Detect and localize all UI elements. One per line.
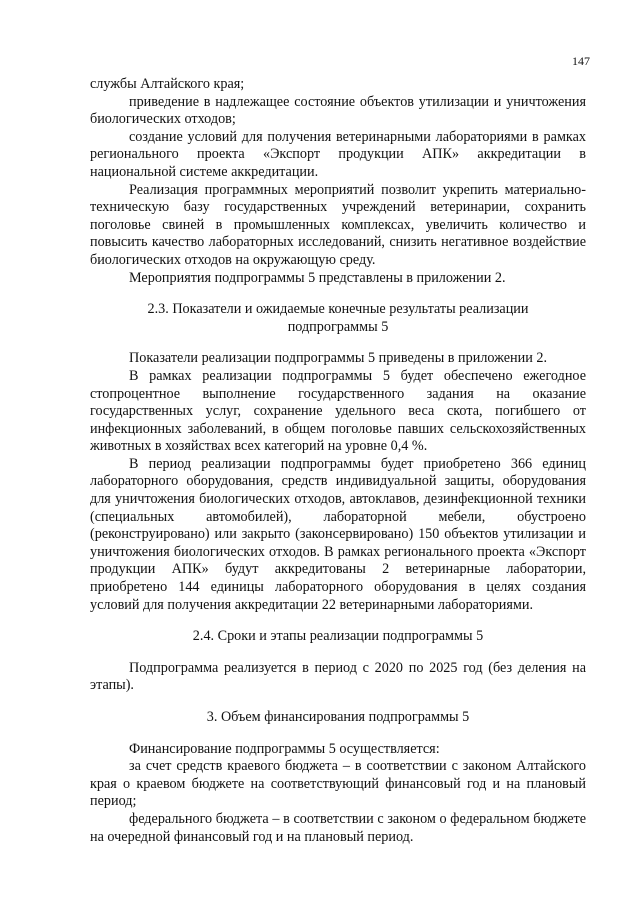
paragraph: В период реализации подпрограммы будет приобретено 366 единиц лабораторного оборудования, средств индивидуальной защиты, оборудования для уничтожения биологических отходов, автоклавов, дезинфекционной техники (специальных автомобилей), лабораторной мебели, обустроено (реконструировано) или закрыто (законсервировано) 150 объектов утилизации и уничтожения биологических отходов. В рамках регионального проекта «Экспорт продукции АПК» будут аккредитованы 2 ветеринарные лаборатории, приобретено 144 единицы лабораторного оборудования в целях создания условий для получения аккредитации 22 ветеринарными лабораториями.	[90, 455, 586, 613]
section-heading: 2.3. Показатели и ожидаемые конечные результаты реализации подпрограммы 5	[147, 301, 529, 335]
document-body	[90, 76, 586, 846]
paragraph: за счет средств краевого бюджета – в соответствии с законом Алтайского края о краевом бюджете на соответствующий финансовый год и на плановый период;	[90, 758, 586, 810]
paragraph: Показатели реализации подпрограммы 5 приведены в приложении 2.	[129, 350, 548, 367]
paragraph: службы Алтайского края;	[90, 76, 245, 92]
paragraph: Финансирование подпрограммы 5 осуществляется:	[129, 740, 440, 757]
paragraph: В рамках реализации подпрограммы 5 будет обеспечено ежегодное стопроцентное выполнение государственного задания на оказание государственных услуг, сохранение удельного веса скота, погибшего от инфекционных заболеваний, в общем поголовье павших сельскохозяйственных животных в хозяйствах всех категорий на уровне 0,4 %.	[90, 367, 586, 455]
paragraph: Реализация программных мероприятий позволит укрепить материально-техническую базу государственных учреждений ветеринарии, сохранить поголовье свиней в промышленных комплексах, увеличить количество и повысить качество лабораторных исследований, снизить негативное воздействие биологических отходов на окружающую среду.	[90, 181, 586, 268]
section-heading: 3. Объем финансирования подпрограммы 5	[206, 709, 470, 725]
paragraph: создание условий для получения ветеринарными лабораториями в рамках регионального проекта «Экспорт продукции АПК» аккредитации в национальной системе аккредитации.	[90, 128, 586, 180]
paragraph: Подпрограмма реализуется в период с 2020 по 2025 год (без деления на этапы).	[90, 659, 586, 694]
paragraph: федерального бюджета – в соответствии с законом о федеральном бюджете на очередной финансовый год и на плановый период.	[90, 810, 586, 845]
page-number: 147	[572, 54, 590, 68]
paragraph: Мероприятия подпрограммы 5 представлены в приложении 2.	[129, 269, 506, 286]
section-heading: 2.4. Сроки и этапы реализации подпрограммы 5	[192, 628, 484, 645]
paragraph: приведение в надлежащее состояние объектов утилизации и уничтожения биологических отходов;	[90, 93, 586, 128]
